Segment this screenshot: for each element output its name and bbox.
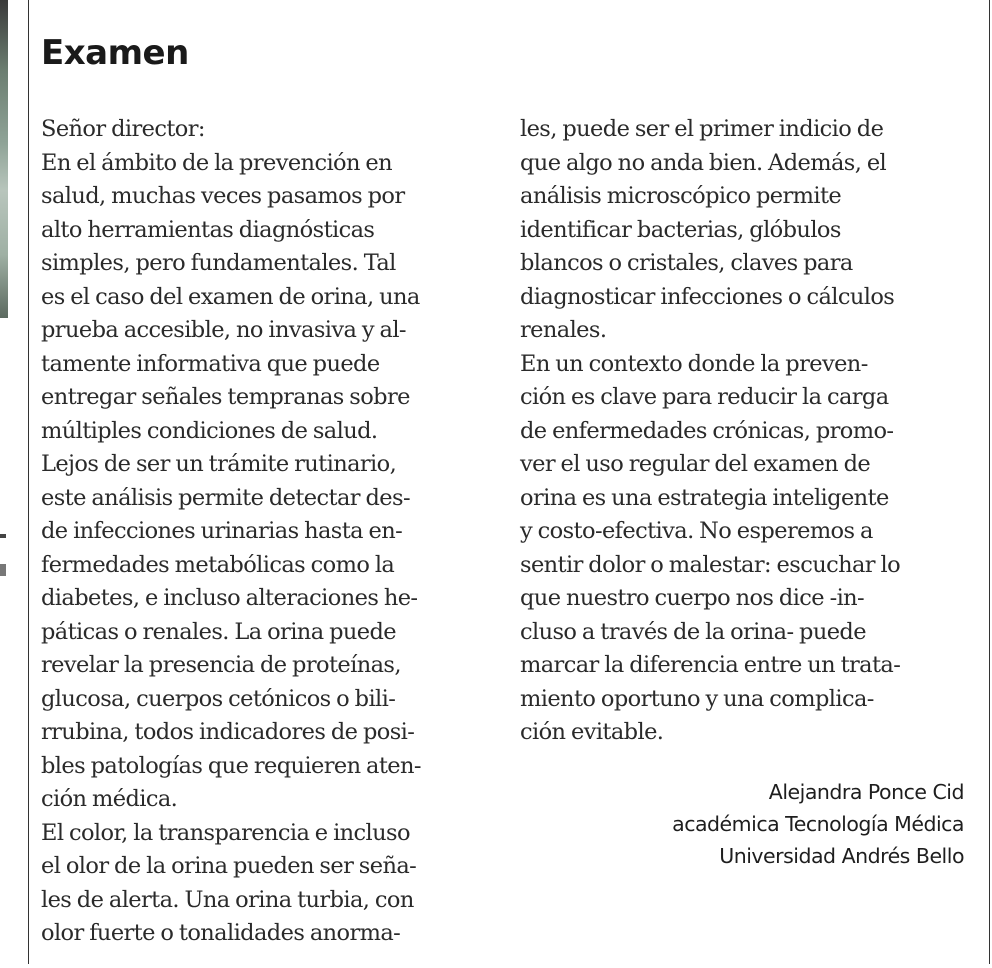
text-line: blancos o cristales, claves para: [520, 250, 853, 276]
text-line: de enfermedades crónicas, promo-: [520, 417, 894, 444]
text-line: diagnosticar infecciones o cálculos: [520, 283, 895, 310]
text-line: entregar señales tempranas sobre: [41, 384, 410, 410]
text-line: orina es una estrategia inteligente: [520, 484, 889, 511]
text-line: marcar la diferencia entre un trata-: [520, 652, 901, 678]
author-name: Alejandra Ponce Cid: [768, 780, 964, 804]
text-line: sentir dolor o malestar: escuchar lo: [520, 551, 901, 578]
text-line: bles patologías que requieren aten-: [41, 752, 421, 779]
text-line: simples, pero fundamentales. Tal: [41, 250, 396, 276]
text-column-right: [520, 113, 970, 750]
text-line: glucosa, cuerpos cetónicos o bili-: [41, 685, 396, 712]
text-line: rrubina, todos indicadores de posi-: [41, 719, 415, 745]
text-line: Lejos de ser un trámite rutinario,: [41, 451, 397, 477]
text-line: diabetes, e incluso alteraciones he-: [41, 585, 418, 611]
text-line: En un contexto donde la preven-: [520, 350, 868, 377]
text-line: que nuestro cuerpo nos dice -in-: [520, 585, 865, 611]
text-line: El color, la transparencia e incluso: [41, 819, 410, 846]
text-line: olor fuerte o tonalidades anorma-: [41, 920, 401, 946]
text-column-left: [41, 113, 491, 951]
text-line: ción evitable.: [520, 719, 664, 745]
text-line: y costo-efectiva. No esperemos a: [520, 518, 873, 544]
text-line: alto herramientas diagnósticas: [41, 216, 375, 243]
text-line: En el ámbito de la prevención en: [41, 149, 393, 176]
adjacent-mark: [0, 534, 6, 538]
text-line: les, puede ser el primer indicio de: [520, 116, 884, 142]
signature-block: [672, 776, 964, 872]
text-line: ción es clave para reducir la carga: [520, 384, 889, 410]
text-line: es el caso del examen de orina, una: [41, 283, 420, 310]
text-line: identificar bacterias, glóbulos: [520, 216, 841, 243]
text-line: revelar la presencia de proteínas,: [41, 652, 401, 678]
text-line: salud, muchas veces pasamos por: [41, 183, 405, 209]
text-line: renales.: [520, 317, 607, 343]
adjacent-photo-fragment: [0, 0, 8, 318]
adjacent-mark: [0, 564, 6, 576]
text-line: les de alerta. Una orina turbia, con: [41, 886, 414, 913]
text-line: que algo no anda bien. Además, el: [520, 149, 887, 176]
author-institution: Universidad Andrés Bello: [719, 844, 964, 868]
author-role: académica Tecnología Médica: [672, 812, 964, 836]
article-title: Examen: [41, 33, 189, 73]
text-line: múltiples condiciones de salud.: [41, 417, 378, 444]
text-line: el olor de la orina pueden ser seña-: [41, 853, 417, 879]
text-line: Señor director:: [41, 116, 205, 142]
text-line: miento oportuno y una complica-: [520, 685, 874, 712]
adjacent-article-edge: [0, 0, 8, 968]
text-line: ver el uso regular del examen de: [520, 451, 871, 477]
text-line: páticas o renales. La orina puede: [41, 618, 396, 645]
text-line: cluso a través de la orina- puede: [520, 618, 866, 645]
text-line: de infecciones urinarias hasta en-: [41, 518, 403, 544]
text-line: fermedades metabólicas como la: [41, 551, 395, 578]
text-line: ción médica.: [41, 786, 178, 812]
text-line: prueba accesible, no invasiva y al-: [41, 317, 406, 343]
text-line: este análisis permite detectar des-: [41, 484, 410, 511]
text-line: tamente informativa que puede: [41, 350, 380, 377]
text-line: análisis microscópico permite: [520, 183, 842, 209]
